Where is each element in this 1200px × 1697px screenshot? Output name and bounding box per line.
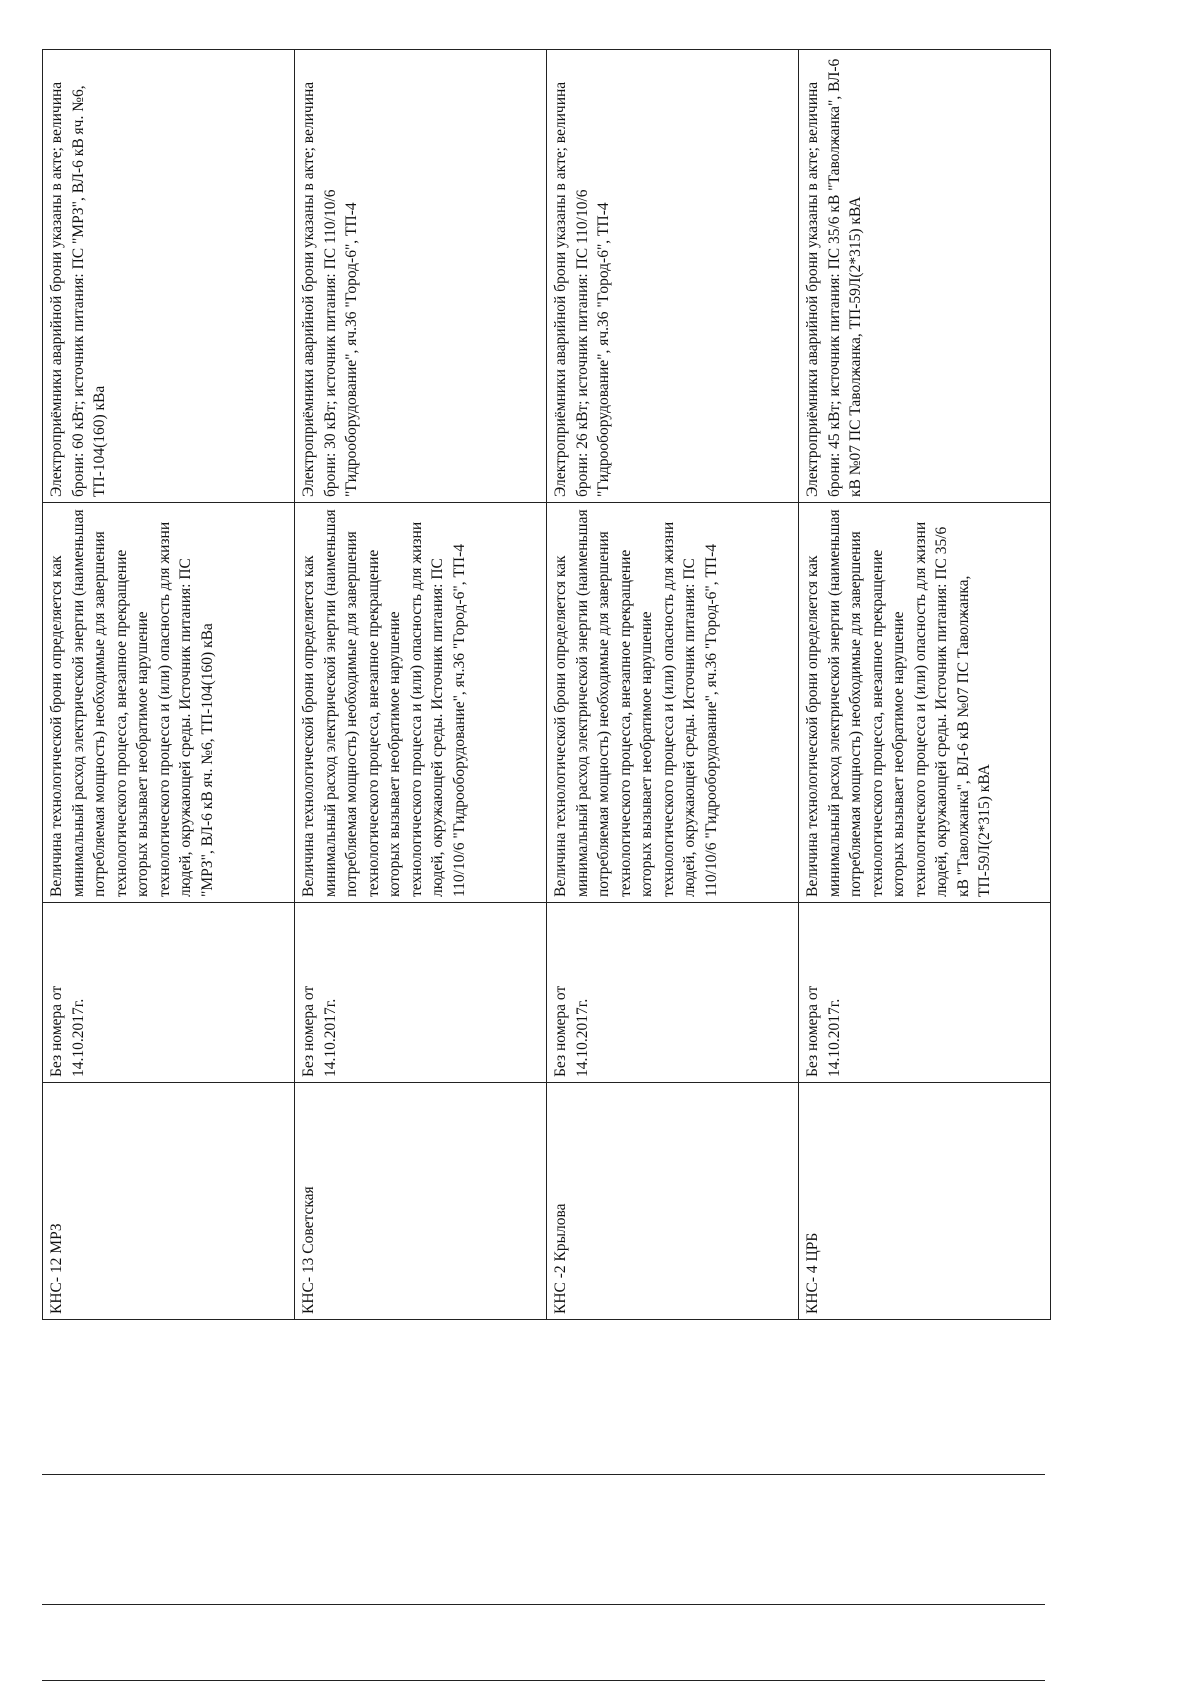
station-name-cell: КНС- 4 ЦРБ <box>799 1083 1051 1320</box>
power-reserve-table <box>42 49 1051 1320</box>
station-name-cell: КНС -2 Крылова <box>547 1083 799 1320</box>
technological-reserve-cell: Величина технологической брони определяется как минимальный расход электрической энергии (наименьшая потребляемая мощность) необходимые для завершения технологического процесса, внезапное прекращение которых вызывает необратимое нарушение технологического процесса и (или) опасность для жизни людей, окружающей среды. Источник питания: ПС 110/10/6 "Гидрооборудование", яч.36 "Город-6", ТП-4 <box>295 503 547 903</box>
document-cell: Без номера от 14.10.2017г. <box>799 903 1051 1083</box>
station-name-cell: КНС- 13 Советская <box>295 1083 547 1320</box>
document-cell: Без номера от 14.10.2017г. <box>547 903 799 1083</box>
table-row <box>295 50 547 1320</box>
signature-line <box>42 1604 1045 1605</box>
emergency-reserve-cell: Электроприёмники аварийной брони указаны в акте; величина брони: 26 кВт; источник питания: ПС 110/10/6 "Гидрооборудование", яч.36 "Город-6", ТП-4 <box>547 50 799 503</box>
technological-reserve-cell: Величина технологической брони определяется как минимальный расход электрической энергии (наименьшая потребляемая мощность) необходимые для завершения технологического процесса, внезапное прекращение которых вызывает необратимое нарушение технологического процесса и (или) опасность для жизни людей, окружающей среды. Источник питания: ПС "МРЗ", ВЛ-6 кВ яч. №6, ТП-104(160) кВа <box>43 503 295 903</box>
table-row <box>43 50 295 1320</box>
emergency-reserve-cell: Электроприёмники аварийной брони указаны в акте; величина брони: 60 кВт; источник питания: ПС "МРЗ", ВЛ-6 кВ яч. №6, ТП-104(160) кВа <box>43 50 295 503</box>
table-row <box>547 50 799 1320</box>
technological-reserve-cell: Величина технологической брони определяется как минимальный расход электрической энергии (наименьшая потребляемая мощность) необходимые для завершения технологического процесса, внезапное прекращение которых вызывает необратимое нарушение технологического процесса и (или) опасность для жизни людей, окружающей среды. Источник питания: ПС 110/10/6 "Гидрооборудование", яч.36 "Город-6", ТП-4 <box>547 503 799 903</box>
emergency-reserve-cell: Электроприёмники аварийной брони указаны в акте; величина брони: 45 кВт; источник питания: ПС 35/6 кВ "Таволжанка", ВЛ-6 кВ №07 ПС Таволжанка, ТП-59Л(2*315) кВА <box>799 50 1051 503</box>
emergency-reserve-cell: Электроприёмники аварийной брони указаны в акте; величина брони: 30 кВт; источник питания: ПС 110/10/6 "Гидрооборудование", яч.36 "Город-6", ТП-4 <box>295 50 547 503</box>
station-name-cell: КНС- 12 МРЗ <box>43 1083 295 1320</box>
signature-line <box>42 1680 1045 1681</box>
table-row <box>799 50 1051 1320</box>
technological-reserve-cell: Величина технологической брони определяется как минимальный расход электрической энергии (наименьшая потребляемая мощность) необходимые для завершения технологического процесса, внезапное прекращение которых вызывает необратимое нарушение технологического процесса и (или) опасность для жизни людей, окружающей среды. Источник питания: ПС 35/6 кВ "Таволжанка", ВЛ-6 кВ №07 ПС Таволжанка, ТП-59Л(2*315) кВА <box>799 503 1051 903</box>
document-cell: Без номера от 14.10.2017г. <box>43 903 295 1083</box>
document-cell: Без номера от 14.10.2017г. <box>295 903 547 1083</box>
rotated-page <box>42 50 1047 1320</box>
signature-line <box>42 1474 1045 1475</box>
